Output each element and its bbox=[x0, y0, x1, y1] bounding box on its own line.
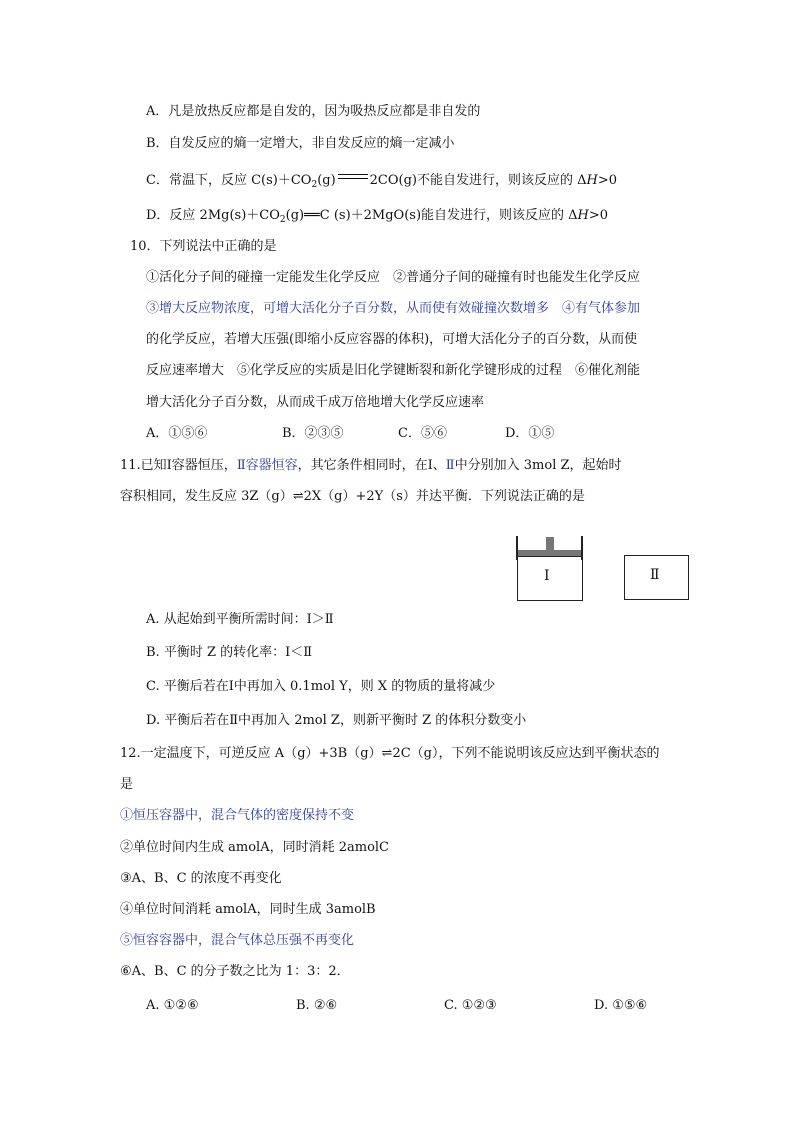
q9-d-text-mid: (g)══C (s)＋2MgO(s)能自发进行，则该反应的 Δ bbox=[285, 208, 578, 223]
q9-d-text-pre: D．反应 2Mg(s)＋CO bbox=[146, 208, 280, 223]
q10-option-d: D．①⑤ bbox=[505, 426, 555, 441]
container-1-label: Ⅰ bbox=[544, 568, 550, 584]
q10-line-3: 的化学反应，若增大压强(即缩小反应容器的体积)，可增大活化分子的百分数，从而使 bbox=[146, 332, 638, 347]
q12-statement-1: ①恒压容器中，混合气体的密度保持不变 bbox=[120, 808, 355, 823]
q11-stem-part-5: 中分别加入 3mol Z，起始时 bbox=[454, 458, 622, 473]
q11-stem-part-2: Ⅱ容器恒容 bbox=[236, 458, 298, 473]
q12-option-a: A. ①②⑥ bbox=[146, 998, 199, 1013]
q11-stem-line-1 bbox=[120, 456, 622, 476]
q11-option-b: B. 平衡时 Z 的转化率：Ⅰ＜Ⅱ bbox=[146, 645, 313, 660]
q9-c-text-end: >0 bbox=[597, 173, 618, 188]
q9-c-subscript: 2 bbox=[311, 180, 318, 190]
q9-option-b: B．自发反应的熵一定增大，非自发反应的熵一定减小 bbox=[146, 136, 455, 151]
q12-statement-6: ⑥A、B、C 的分子数之比为 1：3：2． bbox=[120, 964, 350, 979]
q11-option-d: D. 平衡后若在Ⅱ中再加入 2mol Z，则新平衡时 Z 的体积分数变小 bbox=[146, 713, 527, 728]
q9-option-d bbox=[146, 206, 608, 230]
q10-option-b: B．②③⑤ bbox=[282, 426, 344, 441]
q10-stem: 10．下列说法中正确的是 bbox=[130, 239, 277, 254]
q12-statement-3: ③A、B、C 的浓度不再变化 bbox=[120, 871, 282, 886]
q9-c-text-pre: C．常温下，反应 C(s)＋CO bbox=[146, 173, 312, 188]
q12-statement-4: ④单位时间消耗 amolA，同时生成 3amolB bbox=[120, 902, 376, 917]
q9-option-a: A．凡是放热反应都是自发的，因为吸热反应都是非自发的 bbox=[146, 104, 481, 119]
q10-line-4: 反应速率增大 ⑤化学反应的实质是旧化学键断裂和新化学键形成的过程 ⑥催化剂能 bbox=[146, 363, 641, 378]
q10-option-a: A．①⑤⑥ bbox=[146, 426, 208, 441]
q12-statement-5: ⑤恒容容器中，混合气体总压强不再变化 bbox=[120, 933, 355, 948]
q9-d-subscript: 2 bbox=[279, 215, 286, 225]
equilibrium-arrow-icon bbox=[338, 173, 368, 181]
q10-line-2: ③增大反应物浓度，可增大活化分子百分数，从而使有效碰撞次数增多 ④有气体参加 bbox=[146, 301, 641, 316]
piston-rod bbox=[546, 537, 554, 550]
q11-stem-part-1: 11.已知Ⅰ容器恒压， bbox=[120, 458, 237, 473]
q12-statement-2: ②单位时间内生成 amolA，同时消耗 2amolC bbox=[120, 840, 389, 855]
q9-c-text-mid: (g) bbox=[317, 173, 336, 188]
container-1-box bbox=[517, 556, 583, 601]
q12-option-b: B. ②⑥ bbox=[296, 998, 338, 1013]
q10-option-c: C．⑤⑥ bbox=[398, 426, 447, 441]
q10-line-5: 增大活化分子百分数，从而成千成万倍地增大化学反应速率 bbox=[146, 395, 485, 410]
q11-option-a: A. 从起始到平衡所需时间：Ⅰ＞Ⅱ bbox=[146, 612, 334, 627]
q9-d-enthalpy: H bbox=[577, 208, 589, 223]
q11-stem-part-3: ，其它条件相同时，在Ⅰ、 bbox=[297, 458, 446, 473]
q9-d-text-end: >0 bbox=[588, 208, 609, 223]
q11-option-c: C. 平衡后若在Ⅰ中再加入 0.1mol Y，则 X 的物质的量将减少 bbox=[146, 679, 496, 694]
q12-option-c: C. ①②③ bbox=[444, 998, 497, 1013]
q9-option-c bbox=[146, 171, 617, 195]
container-2-label: Ⅱ bbox=[650, 567, 660, 583]
q12-stem-line-1: 12.一定温度下，可逆反应 A（g）+3B（g）⇌2C（g），下列不能说明该反应达到平衡状态的 bbox=[120, 746, 660, 761]
q9-c-enthalpy: H bbox=[586, 173, 598, 188]
q12-option-d: D. ①⑤⑥ bbox=[594, 998, 648, 1013]
q10-line-1: ①活化分子间的碰撞一定能发生化学反应 ②普通分子间的碰撞有时也能发生化学反应 bbox=[146, 270, 641, 285]
q11-stem-part-4: Ⅱ bbox=[445, 458, 455, 473]
q12-stem-line-2: 是 bbox=[120, 777, 134, 792]
q11-stem-line-2: 容积相同，发生反应 3Z（g）⇌2X（g）+2Y（s）并达平衡．下列说法正确的是 bbox=[120, 489, 585, 504]
q9-c-text-post: 2CO(g)不能自发进行，则该反应的 Δ bbox=[369, 173, 587, 188]
